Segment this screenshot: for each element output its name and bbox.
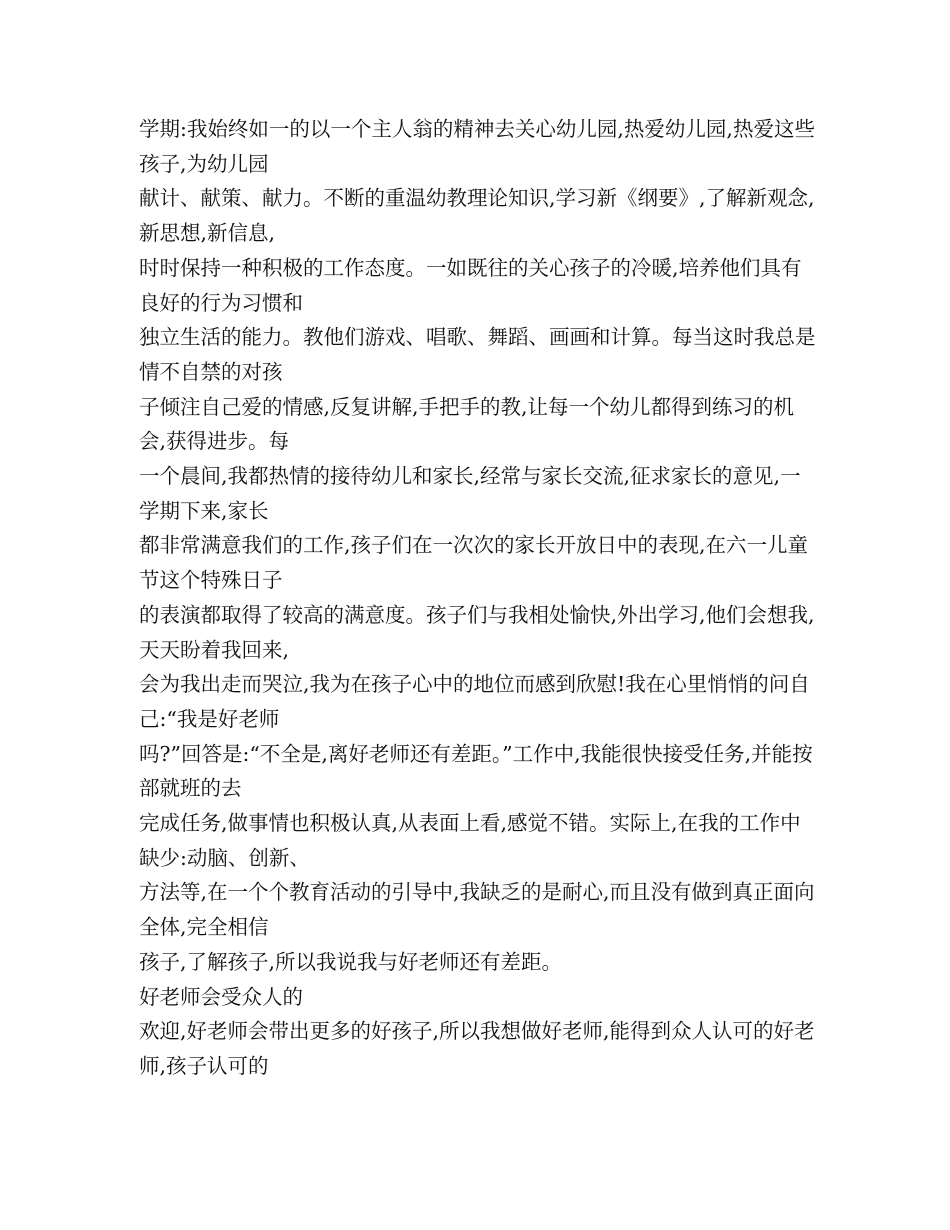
paragraph-7: 都非常满意我们的工作,孩子们在一次次的家长开放日中的表现,在六一儿童节这个特殊日子 — [139, 533, 809, 593]
paragraph-2: 献计、献策、献力。不断的重温幼教理论知识,学习新《纲要》,了解新观念,新思想,新信息, — [139, 186, 815, 246]
paragraph-10: 吗?”回答是:“不全是,离好老师还有差距。”工作中,我能很快接受任务,并能按部就班的去 — [139, 741, 813, 801]
paragraph-15: 欢迎,好老师会带出更多的好孩子,所以我想做好老师,能得到众人认可的好老师,孩子认可的 — [139, 1019, 815, 1078]
paragraph-1: 学期:我始终如一的以一个主人翁的精神去关心幼儿园,热爱幼儿园,热爱这些孩子,为幼儿园 — [139, 117, 815, 176]
paragraph-8: 的表演都取得了较高的满意度。孩子们与我相处愉快,外出学习,他们会想我,天天盼着我回来, — [139, 602, 815, 662]
paragraph-3: 时时保持一种积极的工作态度。一如既往的关心孩子的冷暖,培养他们具有良好的行为习惯和 — [139, 255, 802, 315]
document-body — [139, 112, 817, 1084]
paragraph-11: 完成任务,做事情也积极认真,从表面上看,感觉不错。实际上,在我的工作中缺少:动脑、创新、 — [139, 811, 801, 870]
paragraph-5: 子倾注自己爱的情感,反复讲解,手把手的教,让每一个幼儿都得到练习的机会,获得进步。每 — [139, 394, 795, 454]
paragraph-14: 好老师会受众人的 — [139, 984, 303, 1009]
paragraph-9: 会为我出走而哭泣,我为在孩子心中的地位而感到欣慰!我在心里悄悄的问自己:“我是好老师 — [139, 672, 810, 731]
paragraph-4: 独立生活的能力。教他们游戏、唱歌、舞蹈、画画和计算。每当这时我总是情不自禁的对孩 — [139, 325, 816, 384]
paragraph-13: 孩子,了解孩子,所以我说我与好老师还有差距。 — [139, 949, 563, 974]
paragraph-12: 方法等,在一个个教育活动的引导中,我缺乏的是耐心,而且没有做到真正面向全体,完全相信 — [139, 880, 815, 940]
paragraph-6: 一个晨间,我都热情的接待幼儿和家长,经常与家长交流,征求家长的意见,一学期下来,家长 — [139, 464, 801, 523]
